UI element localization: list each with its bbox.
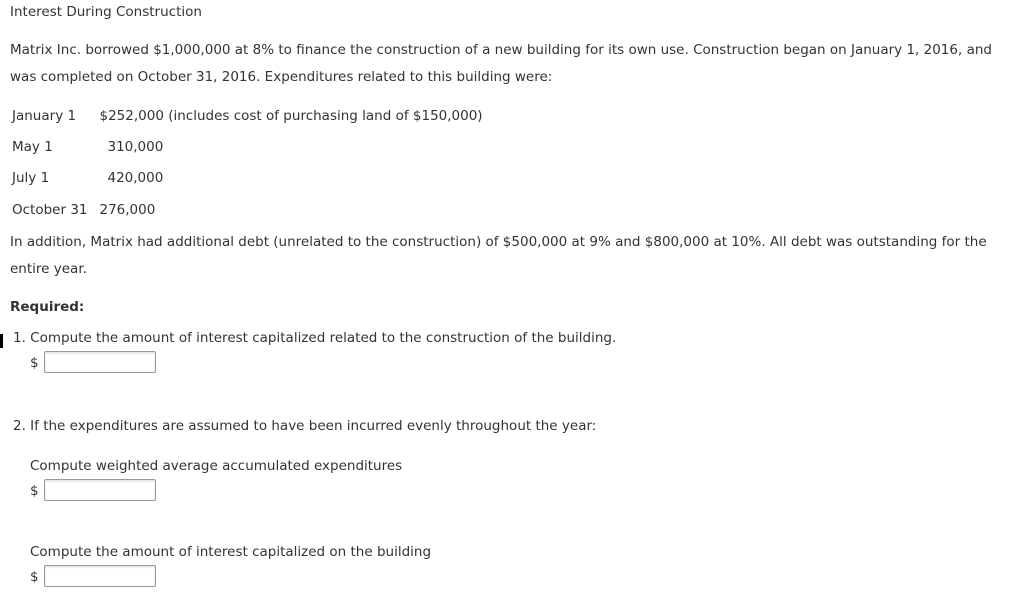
interest-capitalized-input[interactable] xyxy=(44,351,156,373)
expenditure-amount: 310,000 xyxy=(107,139,164,156)
focus-marker xyxy=(0,334,3,348)
expenditure-amount: 276,000 xyxy=(99,201,156,218)
table-row xyxy=(6,100,489,131)
interest-capitalized-building-input[interactable] xyxy=(44,565,156,587)
expenditure-date: October 31 xyxy=(12,201,88,218)
required-heading: Required: xyxy=(10,299,85,315)
currency-symbol: $ xyxy=(30,483,39,499)
question-2-text: 2. If the expenditures are assumed to have been incurred evenly throughout the year: xyxy=(13,418,597,434)
table-row xyxy=(6,194,489,225)
expenditure-amount: $252,000 (includes cost of purchasing land of $150,000) xyxy=(99,107,483,124)
expenditure-amount: 420,000 xyxy=(107,170,164,187)
question-1-text: 1. Compute the amount of interest capitalized related to the construction of the building. xyxy=(13,330,617,346)
expenditure-date: May 1 xyxy=(12,139,53,156)
additional-debt-text: In addition, Matrix had additional debt (unrelated to the construction) of $500,000 at 9% and $800,000 at 10%. All debt was outstanding for the entire year. xyxy=(10,234,987,277)
weighted-average-label: Compute weighted average accumulated expenditures xyxy=(30,458,403,474)
expenditures-table xyxy=(6,100,489,226)
problem-intro: Matrix Inc. borrowed $1,000,000 at 8% to finance the construction of a new building for its own use. Construction began on January 1, 2016, and was completed on October 31, 2016. Expenditures related to this building were: xyxy=(10,42,992,85)
currency-symbol: $ xyxy=(30,569,39,585)
table-row xyxy=(6,163,489,194)
page-title: Interest During Construction xyxy=(10,4,202,20)
expenditure-date: January 1 xyxy=(12,107,77,124)
interest-capitalized-label: Compute the amount of interest capitalized on the building xyxy=(30,544,432,560)
currency-symbol: $ xyxy=(30,355,39,371)
weighted-average-expenditures-input[interactable] xyxy=(44,479,156,501)
expenditure-date: July 1 xyxy=(12,170,50,187)
table-row xyxy=(6,131,489,162)
